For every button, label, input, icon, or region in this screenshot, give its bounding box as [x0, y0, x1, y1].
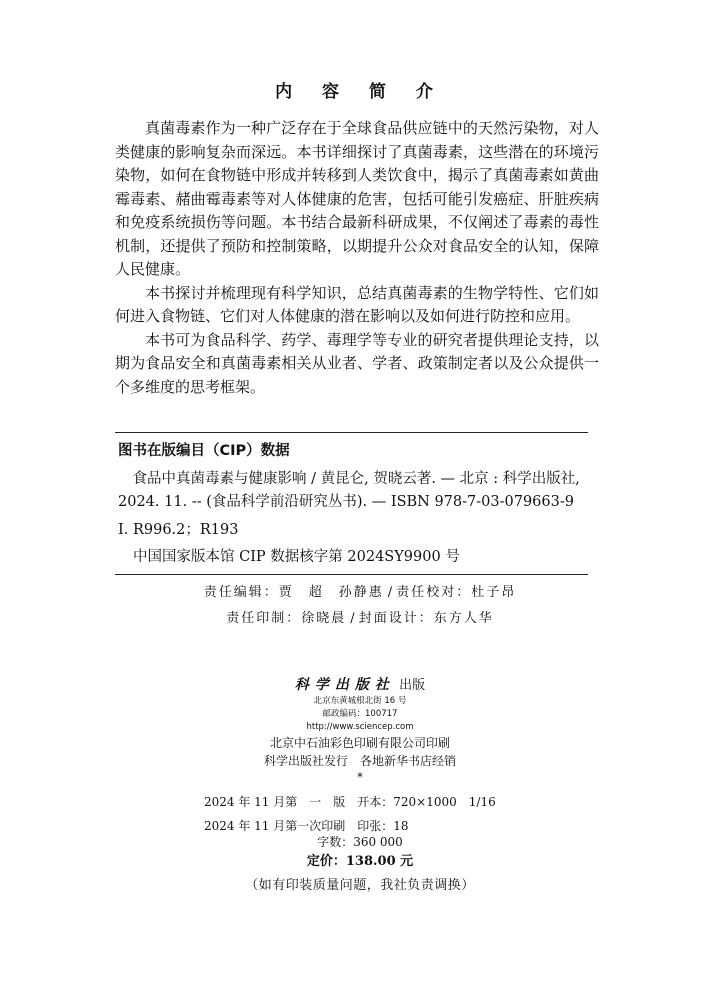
format-spec: 开本：720×1000 1/16 [357, 795, 496, 809]
publisher-logo-text: 科学出版社 [294, 677, 395, 693]
publisher-postcode: 邮政编码：100717 [322, 709, 398, 719]
credits-editors [0, 584, 720, 602]
cip-bottom-rule [115, 574, 588, 575]
cip-classification: I. R996.2；R193 [118, 522, 239, 538]
cip-number: 中国国家版本馆 CIP 数据核字第 2024SY9900 号 [133, 549, 460, 565]
credit-separator: / [387, 585, 393, 600]
intro-paragraph: 本书探讨并梳理现有科学知识，总结真菌毒素的生物学特性、它们如何进入食物链、它们对人体健康的潜在影响以及如何进行防控和应用。 [115, 283, 599, 325]
proofreader-credit: 责任校对：杜子昂 [396, 585, 517, 600]
intro-paragraph: 本书可为食品科学、药学、毒理学等专业的研究者提供理论支持，以期为食品安全和真菌毒素相关从业者、学者、政策制定者以及公众提供一个多维度的思考框架。 [115, 330, 599, 396]
printed-sheets: 印张：18 [357, 819, 409, 833]
cip-top-rule [115, 432, 588, 433]
publisher-address: 北京东黄城根北街 16 号 [313, 696, 407, 706]
publisher-website: http://www.sciencep.com [306, 722, 414, 732]
credit-separator: / [350, 611, 355, 626]
word-count: 字数：360 000 [317, 835, 403, 849]
print-date: 2024 年 11 月第一次印刷 [204, 819, 346, 833]
intro-paragraph: 真菌毒素作为一种广泛存在于全球食品供应链中的天然污染物，对人类健康的影响复杂而深远。本书详细探讨了真菌毒素，这些潜在的环境污染物，如何在食物链中形成并转移到人类饮食中，揭示了真菌毒素如黄曲霉毒素、赭曲霉毒素等对人体健康的危害，包括可能引发癌症、肝脏疾病和免疫系统损伤等问题。本书结合最新科研成果，不仅阐述了毒素的毒性机制，还提供了预防和控制策略，以期提升公众对食品安全的认知，保障人民健康。 [115, 119, 599, 278]
separator-star: * [357, 770, 363, 784]
cover-design-credit: 封面设计：东方人华 [358, 611, 494, 626]
distribution-line: 科学出版社发行 各地新华书店经销 [263, 754, 456, 768]
edition-row [204, 790, 496, 814]
credits-production [0, 610, 720, 628]
publisher-suffix: 出版 [399, 678, 426, 693]
colophon [0, 676, 720, 784]
introduction-section [115, 117, 599, 399]
page-title: 内 容 简 介 [275, 82, 445, 102]
cip-entry: 食品中真菌毒素与健康影响 / 黄昆仑, 贺晓云著. — 北京 : 科学出版社, 2024. 11. -- (食品科学前沿研究丛书). — ISBN 978-7-03-079663-9 [118, 471, 580, 510]
editor-credit: 责任编辑：贾 超 孙静惠 [203, 585, 384, 600]
price: 定价：138.00 元 [306, 854, 414, 869]
printing-credit: 责任印制：徐晓晨 [226, 611, 347, 626]
publisher-line [0, 676, 720, 695]
cip-heading: 图书在版编目（CIP）数据 [118, 443, 290, 459]
print-specs [204, 790, 496, 838]
printer-line: 北京中石油彩色印刷有限公司印刷 [269, 736, 450, 750]
edition-date: 2024 年 11 月第 一 版 [204, 795, 346, 809]
quality-notice: （如有印装质量问题，我社负责调换） [245, 878, 475, 893]
